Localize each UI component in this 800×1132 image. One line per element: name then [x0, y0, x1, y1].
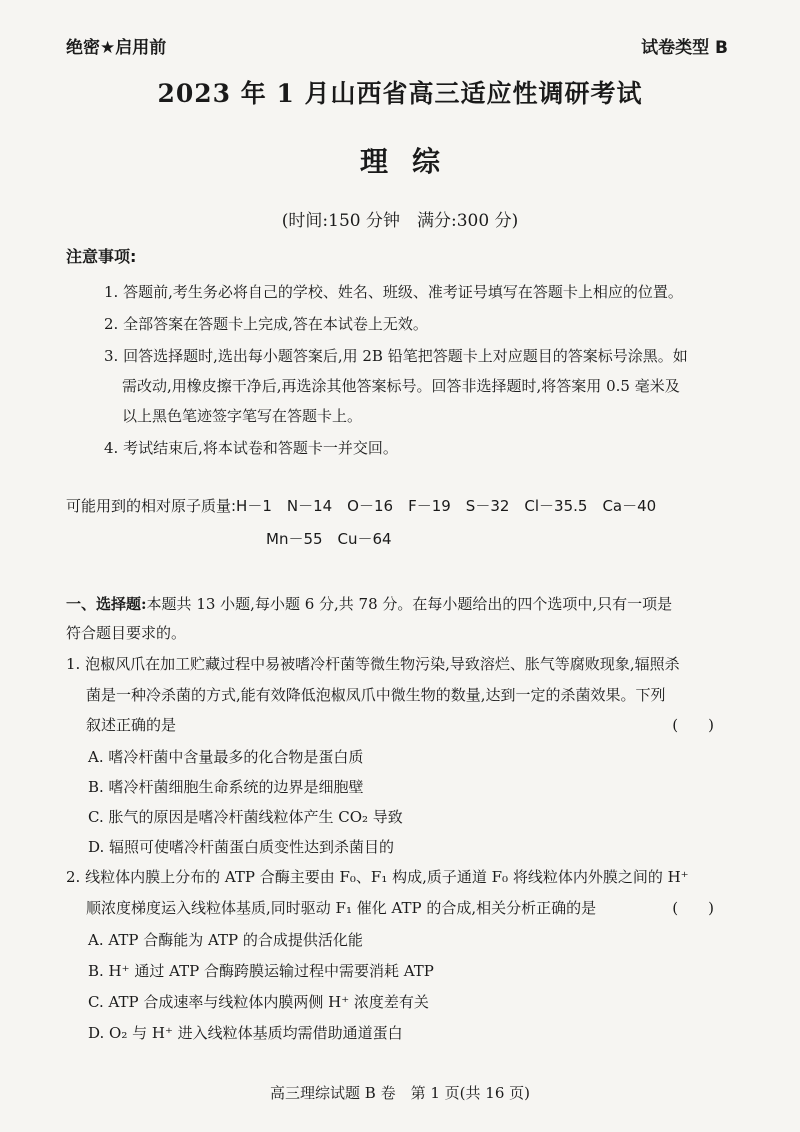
question-1-option-b: B. 嗜冷杆菌细胞生命系统的边界是细胞壁: [88, 778, 364, 796]
notice-item-3-line-2: 需改动,用橡皮擦干净后,再选涂其他答案标号。回答非选择题时,将答案用 0.5 毫米及: [122, 377, 680, 395]
notice-item-2: 2. 全部答案在答题卡上完成,答在本试卷上无效。: [104, 315, 428, 333]
atomic-mass-line-1: 可能用到的相对原子质量:H－1 N－14 O－16 F－19 S－32 Cl－35.5 Ca－40: [66, 497, 657, 515]
notice-item-3-line-1: 3. 回答选择题时,选出每小题答案后,用 2B 铅笔把答题卡上对应题目的答案标号涂黑。如: [104, 347, 688, 365]
exam-title: 2023 年 1 月山西省高三适应性调研考试: [157, 79, 643, 108]
notice-item-1: 1. 答题前,考生务必将自己的学校、姓名、班级、准考证号填写在答题卡上相应的位置。: [104, 283, 683, 301]
question-1-line-3: 叙述正确的是: [86, 716, 177, 734]
question-2-option-d: D. O₂ 与 H⁺ 进入线粒体基质均需借助通道蛋白: [88, 1024, 403, 1042]
question-2-option-c: C. ATP 合成速率与线粒体内膜两侧 H⁺ 浓度差有关: [88, 993, 429, 1011]
question-1-option-a: A. 嗜冷杆菌中含量最多的化合物是蛋白质: [88, 748, 364, 766]
question-2-answer-paren: ( ): [672, 899, 714, 917]
confidential-label: 绝密★启用前: [66, 38, 167, 58]
question-2-line-1: 2. 线粒体内膜上分布的 ATP 合酶主要由 F₀、F₁ 构成,质子通道 F₀ 将线粒体内外膜之间的 H⁺: [66, 868, 689, 886]
question-2-option-b: B. H⁺ 通过 ATP 合酶跨膜运输过程中需要消耗 ATP: [88, 962, 434, 980]
question-1-answer-paren: ( ): [672, 716, 714, 734]
question-1-line-1: 1. 泡椒风爪在加工贮藏过程中易被嗜冷杆菌等微生物污染,导致溶烂、胀气等腐败现象,辐照杀: [66, 655, 680, 673]
question-2-option-a: A. ATP 合酶能为 ATP 的合成提供活化能: [88, 931, 363, 949]
section-heading-label: 一、选择题:: [66, 595, 147, 613]
section-heading-line-2: 符合题目要求的。: [66, 624, 187, 642]
question-1-line-2: 菌是一种冷杀菌的方式,能有效降低泡椒凤爪中微生物的数量,达到一定的杀菌效果。下列: [86, 686, 666, 704]
notice-item-3-line-3: 以上黑色笔迹签字笔写在答题卡上。: [122, 407, 363, 425]
notice-heading: 注意事项:: [66, 247, 137, 266]
page-footer: 高三理综试题 B 卷 第 1 页(共 16 页): [270, 1084, 530, 1102]
atomic-mass-line-2: Mn－55 Cu－64: [266, 530, 392, 548]
notice-item-4: 4. 考试结束后,将本试卷和答题卡一并交回。: [104, 439, 398, 457]
question-2-line-2: 顺浓度梯度运入线粒体基质,同时驱动 F₁ 催化 ATP 的合成,相关分析正确的是: [86, 899, 597, 917]
subject-title: 理综: [359, 145, 464, 178]
section-heading-text: 本题共 13 小题,每小题 6 分,共 78 分。在每小题给出的四个选项中,只有一项是: [146, 595, 673, 613]
question-1-option-d: D. 辐照可使嗜冷杆菌蛋白质变性达到杀菌目的: [88, 838, 395, 856]
time-info: (时间:150 分钟 满分:300 分): [281, 211, 519, 231]
section-heading: [66, 593, 672, 614]
paper-type-label: 试卷类型 B: [641, 38, 728, 58]
question-1-option-c: C. 胀气的原因是嗜冷杆菌线粒体产生 CO₂ 导致: [88, 808, 403, 826]
